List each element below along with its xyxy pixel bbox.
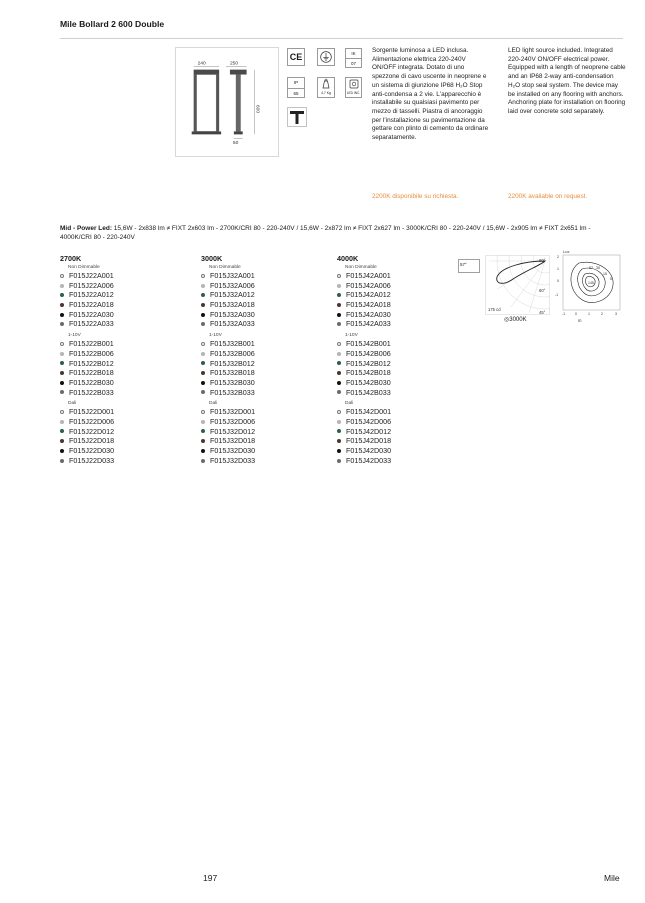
finish-color-swatch-icon: [337, 284, 341, 288]
product-code: F015J42D018: [346, 436, 392, 446]
product-code-row: [201, 436, 321, 446]
finish-color-swatch-icon: [337, 361, 341, 365]
product-code: F015J42A018: [346, 300, 391, 310]
finish-color-swatch-icon: [201, 274, 205, 278]
product-code-row: [337, 368, 457, 378]
install-tool-icon: [287, 107, 307, 127]
title-divider: [60, 38, 623, 39]
ik-rating-icon: [345, 48, 362, 68]
product-code-row: [60, 281, 180, 291]
product-code-row: [201, 368, 321, 378]
driver-group-label: 1-10V: [209, 333, 222, 339]
product-code: F015J42D033: [346, 455, 392, 465]
page-number: 197: [203, 873, 218, 883]
description-italian: Sorgente luminosa a LED inclusa. Alimentazione elettrica 220-240V ON/OFF integrata. Dotato di uno spezzone di cavo uscente in neoprene e un sistema di giunzione IP68 H₂O Stop anti-condensa a 2 vie. L'apparecchio è installabile su qualsiasi pavimento per mezzo di tasselli. Piastra di ancoraggio per l'installazione su pavimentazione da gettare con plinto di cemento da ordinare separatamente.: [372, 47, 489, 142]
product-code-row: [60, 319, 180, 329]
dim-depth: 250: [229, 61, 239, 67]
product-code: F015J22B006: [69, 348, 114, 358]
product-code: F015J32A033: [210, 319, 255, 329]
iso-y-tick-2: 2: [557, 255, 559, 259]
product-code: F015J42B030: [346, 377, 391, 387]
ik-value: 07: [346, 58, 361, 67]
product-code: F015J32D033: [210, 455, 256, 465]
product-code-row: [337, 310, 457, 320]
isolux-diagram: [555, 249, 622, 316]
lux-value-1: 52: [589, 266, 593, 270]
product-code: F015J32D001: [210, 407, 256, 417]
finish-color-swatch-icon: [201, 361, 205, 365]
product-code-row: [60, 290, 180, 300]
product-code-row: [60, 310, 180, 320]
product-code: F015J22D018: [69, 436, 115, 446]
led-included-icon: [345, 77, 362, 98]
ip-value: 65: [288, 88, 304, 98]
weight-value: 4,7 Kg: [321, 91, 331, 95]
finish-color-swatch-icon: [337, 371, 341, 375]
product-code: F015J42A001: [346, 271, 391, 280]
product-code-row: [60, 427, 180, 437]
note-2200k-italian: 2200K disponibile su richiesta.: [372, 193, 459, 200]
lux-value-5: 145: [588, 281, 594, 285]
iso-x-tick-0: 0: [575, 312, 577, 316]
finish-color-swatch-icon: [201, 381, 205, 385]
weight-glyph-icon: [318, 78, 334, 90]
column-cct-heading: 3000K: [201, 254, 223, 263]
driver-group-label: Dali: [345, 401, 354, 407]
product-code: F015J22A012: [69, 290, 114, 300]
product-code-row: [337, 446, 457, 456]
product-code: F015J42D001: [346, 407, 392, 417]
finish-color-swatch-icon: [60, 390, 64, 394]
ik-label: IK: [351, 51, 356, 56]
product-code-row: [201, 407, 321, 417]
finish-color-swatch-icon: [60, 274, 64, 278]
iso-y-tick-1: 1: [557, 267, 559, 271]
product-code: F015J32A001: [210, 271, 255, 280]
finish-color-swatch-icon: [60, 352, 64, 356]
iso-x-unit: m: [578, 318, 582, 323]
finish-color-swatch-icon: [201, 342, 205, 346]
iso-x-tick-neg1: -1: [562, 312, 566, 316]
finish-color-swatch-icon: [60, 449, 64, 453]
finish-color-swatch-icon: [60, 420, 64, 424]
finish-color-swatch-icon: [337, 313, 341, 317]
finish-color-swatch-icon: [337, 449, 341, 453]
product-code-row: [201, 300, 321, 310]
iso-y-tick-neg1: -1: [555, 293, 559, 297]
code-column-4000k: [337, 254, 457, 465]
product-code-row: [201, 339, 321, 349]
product-code-row: [60, 417, 180, 427]
product-code-row: [337, 388, 457, 398]
driver-group-label: 1-10V: [345, 333, 358, 339]
ip-rating-icon: [287, 77, 305, 98]
note-2200k-english: 2200K available on request.: [508, 193, 588, 200]
product-code: F015J42B012: [346, 358, 391, 368]
product-code-row: [201, 349, 321, 359]
code-column-2700k: [60, 254, 180, 465]
product-family: Mile: [604, 873, 620, 883]
dim-height: 600: [254, 104, 260, 114]
product-code-row: [201, 319, 321, 329]
driver-group-label: 1-10V: [68, 333, 81, 339]
dim-base: 50: [232, 141, 239, 147]
product-code: F015J32B006: [210, 348, 255, 358]
product-code-row: [337, 319, 457, 329]
product-code: F015J22D001: [69, 407, 115, 417]
driver-group-label: Non Dimmable: [345, 265, 377, 270]
product-code-row: [60, 368, 180, 378]
product-code: F015J22B001: [69, 339, 114, 349]
product-code-row: [337, 436, 457, 446]
finish-color-swatch-icon: [337, 303, 341, 307]
finish-color-swatch-icon: [60, 459, 64, 463]
product-code: F015J32B012: [210, 358, 255, 368]
product-code: F015J22A018: [69, 300, 114, 310]
finish-color-swatch-icon: [337, 274, 341, 278]
finish-color-swatch-icon: [337, 410, 341, 414]
product-code: F015J22A030: [69, 309, 114, 319]
product-code-row: [201, 281, 321, 291]
technical-drawing: [175, 47, 279, 157]
finish-color-swatch-icon: [201, 352, 205, 356]
column-cct-heading: 4000K: [337, 254, 359, 263]
finish-color-swatch-icon: [60, 429, 64, 433]
product-code: F015J32D012: [210, 426, 256, 436]
product-code: F015J32A006: [210, 280, 255, 290]
finish-color-swatch-icon: [201, 371, 205, 375]
product-code: F015J42A033: [346, 319, 391, 329]
product-code-row: [201, 310, 321, 320]
iso-y-tick-0: 0: [557, 279, 559, 283]
product-code-row: [60, 339, 180, 349]
product-code: F015J32B033: [210, 387, 255, 397]
product-code-row: [60, 407, 180, 417]
product-code: F015J32D018: [210, 436, 256, 446]
cct-reference: [504, 316, 527, 323]
product-code-row: [60, 456, 180, 466]
polar-diagram: [485, 255, 550, 315]
finish-color-swatch-icon: [60, 313, 64, 317]
driver-group-label: Non Dimmable: [68, 265, 100, 270]
finish-color-swatch-icon: [201, 429, 205, 433]
product-code-row: [201, 417, 321, 427]
product-code-row: [201, 359, 321, 369]
product-code-row: [60, 436, 180, 446]
driver-group-label: Dali: [209, 401, 218, 407]
led-inc-label: LED INC.: [346, 91, 361, 95]
product-code-row: [60, 388, 180, 398]
product-code: F015J22D030: [69, 446, 115, 455]
finish-color-swatch-icon: [201, 284, 205, 288]
finish-color-swatch-icon: [201, 420, 205, 424]
lux-value-3: 15: [603, 272, 607, 276]
product-code: F015J32A018: [210, 300, 255, 310]
beam-angle-icon: [458, 259, 480, 273]
finish-color-swatch-icon: [60, 342, 64, 346]
finish-color-swatch-icon: [201, 439, 205, 443]
product-code-row: [60, 271, 180, 281]
product-code: F015J32D030: [210, 446, 256, 455]
lux-value-2: 35: [596, 266, 600, 270]
finish-color-swatch-icon: [60, 361, 64, 365]
product-code-row: [337, 271, 457, 281]
finish-color-swatch-icon: [337, 439, 341, 443]
finish-color-swatch-icon: [201, 293, 205, 297]
product-code: F015J32B030: [210, 377, 255, 387]
product-code: F015J22A006: [69, 280, 114, 290]
iso-x-tick-2: 2: [601, 312, 603, 316]
finish-color-swatch-icon: [60, 410, 64, 414]
product-code-row: [337, 349, 457, 359]
finish-color-swatch-icon: [201, 449, 205, 453]
product-code: F015J32B018: [210, 368, 255, 378]
product-code: F015J22B030: [69, 377, 114, 387]
product-code-row: [60, 300, 180, 310]
cct-reference-value: 3000K: [509, 317, 527, 323]
product-code-row: [201, 456, 321, 466]
finish-color-swatch-icon: [201, 410, 205, 414]
led-glyph-icon: [346, 78, 362, 90]
weight-icon: [317, 77, 335, 98]
description-english: LED light source included. Integrated 220-240V ON/OFF electrical power. Equipped with a length of neoprene cable and an IP68 2-way anti-condensation H₂O stop seal system. The device may be installed on any flooring with anchors. Anchoring plate for installation on flooring laid over concrete sold separately.: [508, 47, 626, 115]
mid-power-spec: [60, 225, 605, 243]
finish-color-swatch-icon: [337, 429, 341, 433]
ip-label: IP: [293, 80, 299, 85]
finish-color-swatch-icon: [337, 420, 341, 424]
finish-color-swatch-icon: [337, 390, 341, 394]
lux-label: Lux: [563, 249, 570, 254]
product-code-row: [337, 456, 457, 466]
product-code: F015J22A001: [69, 271, 114, 280]
product-code: F015J22B012: [69, 358, 114, 368]
finish-color-swatch-icon: [201, 313, 205, 317]
driver-group-label: Dali: [68, 401, 77, 407]
bulb-icon: ◎: [504, 317, 510, 323]
finish-color-swatch-icon: [60, 303, 64, 307]
finish-color-swatch-icon: [60, 284, 64, 288]
finish-color-swatch-icon: [337, 293, 341, 297]
product-code: F015J22B033: [69, 387, 114, 397]
product-code-row: [201, 388, 321, 398]
driver-group-label: Non Dimmable: [209, 265, 241, 270]
product-code: F015J32A012: [210, 290, 255, 300]
product-code-row: [60, 359, 180, 369]
product-code: F015J22B018: [69, 368, 114, 378]
mid-power-label: Mid - Power Led:: [60, 225, 112, 232]
product-code-row: [60, 378, 180, 388]
product-code: F015J42B018: [346, 368, 391, 378]
finish-color-swatch-icon: [201, 459, 205, 463]
product-code-row: [337, 339, 457, 349]
lux-value-4: 5: [610, 277, 612, 281]
finish-color-swatch-icon: [60, 381, 64, 385]
product-code-row: [337, 300, 457, 310]
finish-color-swatch-icon: [337, 381, 341, 385]
finish-color-swatch-icon: [337, 322, 341, 326]
product-code-row: [337, 417, 457, 427]
column-cct-heading: 2700K: [60, 254, 82, 263]
product-code: F015J22D006: [69, 416, 115, 426]
finish-color-swatch-icon: [337, 459, 341, 463]
code-column-3000k: [201, 254, 321, 465]
product-code: F015J42B033: [346, 387, 391, 397]
product-code: F015J22D012: [69, 426, 115, 436]
dim-width: 240: [197, 61, 206, 67]
mid-power-text: 15,6W - 2x838 lm ≠ FIXT 2x603 lm - 2700K/CRI 80 - 220-240V / 15,6W - 2x872 lm ≠ FIXT 2x627 lm - 3000K/CRI 80 - 220-240V / 15,6W - 2x905 lm ≠ FIXT 2x651 lm - 4000K/CRI 80 - 220-240V: [60, 225, 591, 241]
finish-color-swatch-icon: [201, 322, 205, 326]
product-code: F015J42B001: [346, 339, 391, 349]
polar-angle-60: 60°: [539, 288, 546, 293]
polar-intensity: 175 cd: [488, 307, 501, 312]
product-code-row: [201, 378, 321, 388]
ce-mark-icon: CE: [287, 48, 305, 66]
product-code-row: [201, 290, 321, 300]
product-code: F015J32D006: [210, 416, 256, 426]
product-code-row: [60, 349, 180, 359]
product-code-row: [201, 271, 321, 281]
finish-color-swatch-icon: [60, 293, 64, 297]
polar-angle-45: 45°: [539, 310, 546, 315]
finish-color-swatch-icon: [201, 303, 205, 307]
product-code: F015J42A030: [346, 309, 391, 319]
earth-class-icon: [317, 48, 335, 66]
product-code-row: [337, 290, 457, 300]
finish-color-swatch-icon: [337, 342, 341, 346]
product-code: F015J22A033: [69, 319, 114, 329]
product-code-row: [201, 446, 321, 456]
product-code: F015J42A006: [346, 280, 391, 290]
product-code: F015J32A030: [210, 309, 255, 319]
product-code-row: [201, 427, 321, 437]
page-title: Mile Bollard 2 600 Double: [60, 19, 165, 29]
product-code-row: [337, 378, 457, 388]
finish-color-swatch-icon: [337, 352, 341, 356]
product-code: F015J42D030: [346, 446, 392, 455]
product-code-row: [337, 407, 457, 417]
product-code: F015J42B006: [346, 348, 391, 358]
iso-x-tick-3: 3: [615, 312, 617, 316]
product-code: F015J22D033: [69, 455, 115, 465]
product-code: F015J42D006: [346, 416, 392, 426]
finish-color-swatch-icon: [60, 439, 64, 443]
beam-angle-value: 57°: [460, 262, 467, 267]
finish-color-swatch-icon: [60, 322, 64, 326]
finish-color-swatch-icon: [60, 371, 64, 375]
product-code: F015J42D012: [346, 426, 392, 436]
finish-color-swatch-icon: [201, 390, 205, 394]
product-code-row: [60, 446, 180, 456]
product-code-row: [337, 281, 457, 291]
product-code: F015J32B001: [210, 339, 255, 349]
product-code-row: [337, 427, 457, 437]
product-code-row: [337, 359, 457, 369]
product-code: F015J42A012: [346, 290, 391, 300]
polar-angle-90: 90°: [539, 258, 546, 263]
iso-x-tick-1: 1: [588, 312, 590, 316]
